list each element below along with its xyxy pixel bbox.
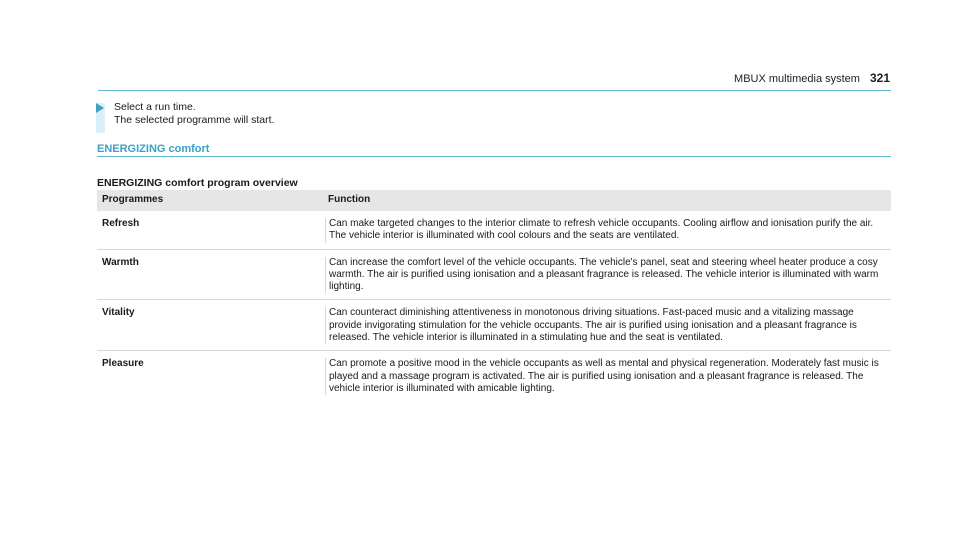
column-header-programmes: Programmes [102,194,164,206]
column-header-function: Function [328,194,371,206]
header-rule [98,90,891,91]
table-row [97,351,891,401]
step-result: The selected programme will start. [114,114,275,126]
table-header-row [97,190,891,211]
programme-function: Can increase the comfort level of the vehicle occupants. The vehicle's panel, seat and steering wheel heater produce a cosy warmth. The air is purified using ionisation and a pleasant fragrance is released. The vehicle interior is illuminated with warm lighting. [325,257,891,294]
table-row [97,300,891,351]
programme-name: Warmth [102,256,139,268]
step-instruction: Select a run time. [114,101,196,113]
page-number: 321 [869,71,890,85]
page-header [734,71,890,85]
table-row [97,211,891,250]
programme-name: Pleasure [102,358,144,370]
table-row [97,250,891,301]
programme-function: Can counteract diminishing attentiveness in monotonous driving situations. Fast-paced music and a vitalizing massage provide invigorating stimulation for the vehicle occupants. The air is purified using ionisation and a pleasant fragrance is released. The vehicle interior is illuminated in a stimulating hue and the seat is ventilated. [325,307,891,344]
table-title: ENERGIZING comfort program overview [97,177,298,189]
programme-name: Vitality [102,307,135,319]
step-arrow-icon [96,103,104,113]
section-name: MBUX multimedia system [734,73,860,85]
programme-name: Refresh [102,218,140,229]
section-rule [97,156,891,157]
programme-function: Can promote a positive mood in the vehicle occupants as well as mental and physical regeneration. Moderately fast music is played and a massage program is activated. The air is purified using ionisation and a pleasant fragrance is released. The vehicle interior is illuminated with amicable lighting. [325,358,891,395]
section-heading: ENERGIZING comfort [97,143,210,155]
program-table [97,190,891,401]
programme-function: Can make targeted changes to the interior climate to refresh vehicle occupants. Cooling airflow and ionisation purify the air. The vehicle interior is illuminated with cool colours and the seats are ventilated. [325,218,891,243]
